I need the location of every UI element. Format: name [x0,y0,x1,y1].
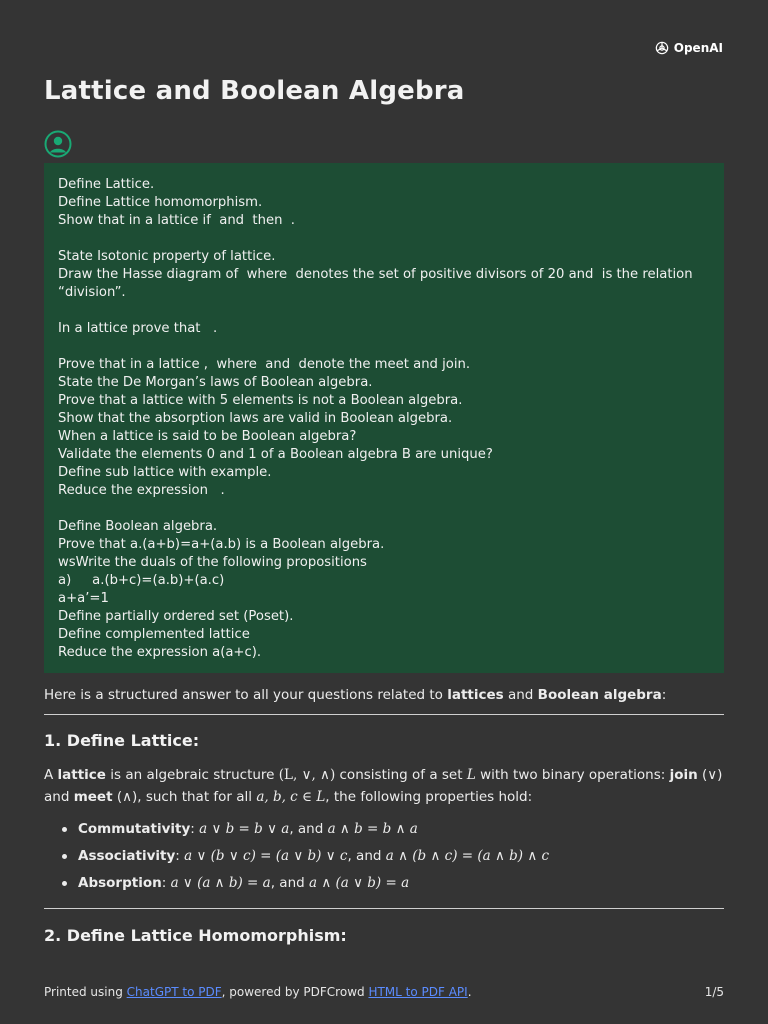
intro-bold-boolean: Boolean algebra [537,687,662,703]
text: (∨) [697,767,723,783]
math-expression: a ∨ b = b ∨ a [199,821,290,837]
section-heading-1: 1. Define Lattice: [44,731,200,750]
html-to-pdf-api-link[interactable]: HTML to PDF API [368,985,468,999]
text: with two binary operations: [475,767,670,783]
user-question-box [44,163,724,673]
divider [44,714,724,715]
intro-bold-lattices: lattices [447,687,504,703]
question-line: a) a.(b+c)=(a.b)+(a.c) [58,573,225,588]
question-line [58,230,710,248]
text: : [175,848,185,864]
text: , and [289,821,328,837]
section-heading-2: 2. Define Lattice Homomorphism: [44,926,347,945]
text: A [44,767,58,783]
text: : [190,821,200,837]
math-structure: (L, ∨, ∧) [278,767,336,783]
chatgpt-to-pdf-link[interactable]: ChatGPT to PDF [126,985,222,999]
question-line: Prove that in a lattice , where and denote the meet and join. [58,357,471,372]
question-line: Draw the Hasse diagram of where denotes the set of positive divisors of 20 and is the relation [58,267,693,282]
divider [44,908,724,909]
question-line: State Isotonic property of lattice. [58,249,276,264]
question-line: Define Lattice. [58,177,155,192]
math-expression: a ∨ (a ∧ b) = a [170,875,271,891]
question-line [58,500,710,518]
question-line: Validate the elements 0 and 1 of a Boolean algebra B are unique? [58,447,493,462]
openai-knot-icon [654,40,670,56]
brand-name: OpenAI [673,41,723,55]
question-line: Define complemented lattice [58,627,250,642]
intro-text: and [503,687,538,703]
question-line: Show that the absorption laws are valid in Boolean algebra. [58,411,453,426]
question-line: “division”. [58,285,126,300]
text: consisting of a set [335,767,467,783]
footer-text: , powered by PDFCrowd [221,985,369,999]
property-name: Absorption [78,875,162,891]
paragraph-line-2 [44,786,724,808]
math-expression: a ∧ (b ∧ c) = (a ∧ b) ∧ c [385,848,550,864]
intro-text: : [661,687,667,703]
list-item [78,816,549,843]
question-line: wsWrite the duals of the following propositions [58,555,367,570]
question-line: a+a’=1 [58,591,109,606]
question-line [58,302,710,320]
text: and [44,789,74,805]
math-vars: a, b, c ∈ L [256,789,326,805]
answer-intro [44,687,666,703]
page-number: 1/5 [704,985,724,999]
paragraph-line-1 [44,764,724,786]
question-line [58,338,710,356]
user-avatar-icon [44,130,72,158]
text: , and [347,848,386,864]
bold-meet: meet [73,789,113,805]
list-item [78,843,549,870]
text: , the following properties hold: [325,789,533,805]
question-line: Define Boolean algebra. [58,519,218,534]
math-expression: a ∧ (a ∨ b) = a [309,875,410,891]
list-item [78,870,549,897]
question-line: Reduce the expression . [58,483,225,498]
question-line: Prove that a.(a+b)=a+(a.b) is a Boolean algebra. [58,537,385,552]
lattice-properties-list [44,816,549,897]
footer-text: Printed using [44,985,127,999]
property-name: Commutativity [78,821,191,837]
question-line: Reduce the expression a(a+c). [58,645,262,660]
openai-logo [654,40,723,56]
question-line: In a lattice prove that . [58,321,218,336]
bold-join: join [669,767,698,783]
text: is an algebraic structure [105,767,279,783]
intro-text: Here is a structured answer to all your questions related to [44,687,448,703]
question-line: Define partially ordered set (Poset). [58,609,294,624]
question-line: State the De Morgan’s laws of Boolean algebra. [58,375,373,390]
bold-lattice: lattice [57,767,106,783]
question-line: Define sub lattice with example. [58,465,272,480]
question-line: Prove that a lattice with 5 elements is not a Boolean algebra. [58,393,463,408]
text: (∧), such that for all [112,789,257,805]
footer-text: . [467,985,472,999]
question-line: When a lattice is said to be Boolean algebra? [58,429,357,444]
math-expression: a ∨ (b ∨ c) = (a ∨ b) ∨ c [184,848,348,864]
footer [44,985,472,999]
math-expression: a ∧ b = b ∧ a [327,821,418,837]
property-name: Associativity [78,848,176,864]
text: : [161,875,171,891]
question-line: Show that in a lattice if and then . [58,213,296,228]
page-title: Lattice and Boolean Algebra [44,76,465,106]
lattice-definition-paragraph [44,764,724,808]
math-set-l: L [466,767,476,783]
question-line: Define Lattice homomorphism. [58,195,263,210]
text: , and [270,875,309,891]
